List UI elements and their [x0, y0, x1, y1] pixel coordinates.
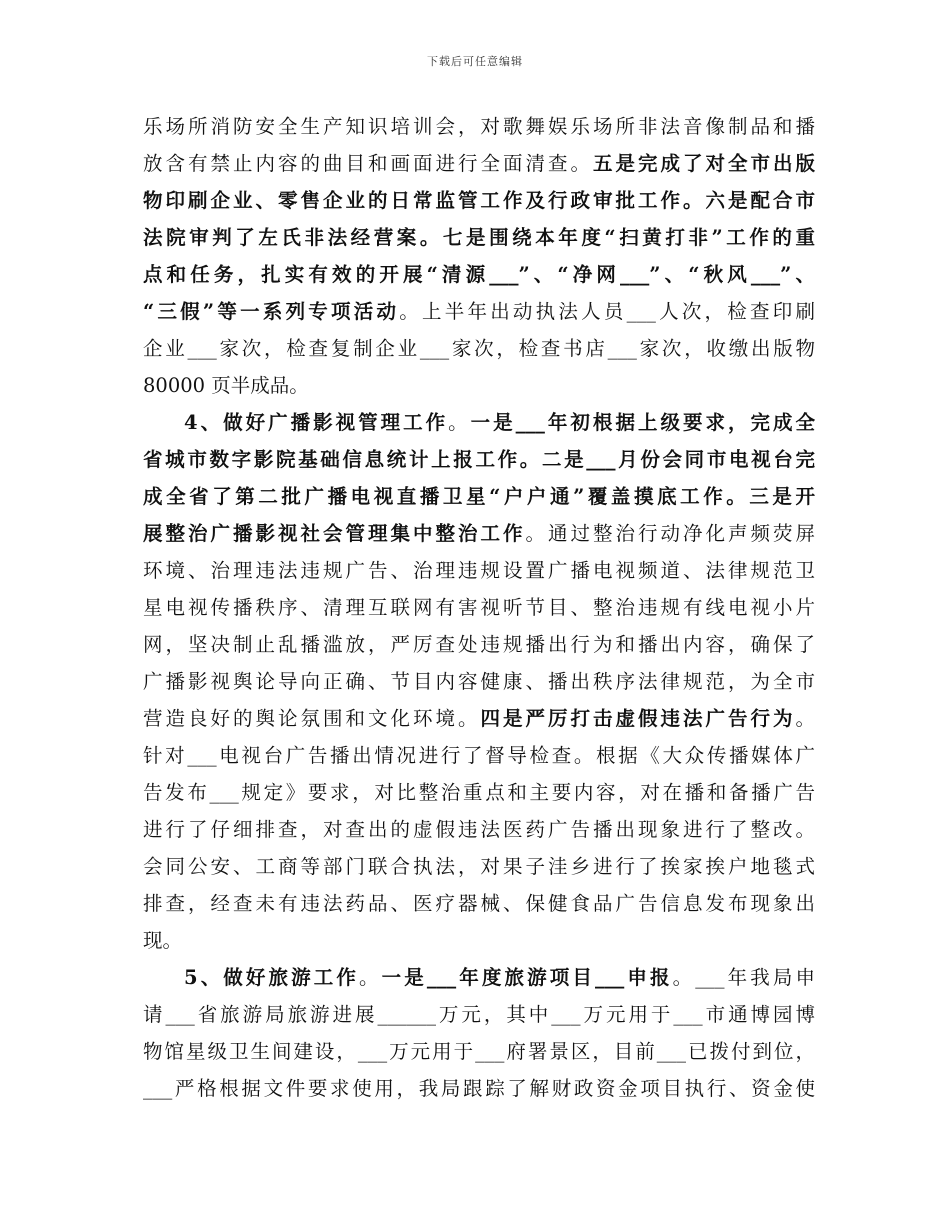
bold-text-segment: 成全省了第二批广播电视直播卫星“户户通”覆盖摸底工作。三是开 [143, 485, 815, 508]
text-line [143, 811, 815, 848]
text-segment: 请___省旅游局旅游进展______万元，其中___万元用于___市通博园博 [143, 1003, 815, 1026]
text-line [143, 293, 815, 330]
text-line [143, 996, 815, 1033]
bold-text-segment: “三假”等一系列专项活动 [143, 300, 400, 323]
text-segment: 现。 [143, 929, 183, 952]
text-segment: 环境、治理违法违规广告、治理违规设置广播电视频道、法律规范卫 [143, 559, 815, 582]
text-segment: 星电视传播秩序、清理互联网有害视听节目、整治违规有线电视小片 [143, 596, 815, 619]
text-line [143, 922, 815, 959]
text-segment: 针对___电视台广告播出情况进行了督导检查。根据《大众传播媒体广 [143, 744, 815, 767]
text-line [143, 404, 815, 441]
bold-text-segment: 4、做好广播影视管理工作 [184, 411, 449, 434]
text-line [143, 219, 815, 256]
page-header: 下载后可任意编辑 [427, 55, 523, 68]
text-line [143, 848, 815, 885]
text-line [143, 959, 815, 996]
document-body [143, 108, 815, 1107]
text-line [143, 256, 815, 293]
text-line [143, 108, 815, 145]
text-line [143, 737, 815, 774]
text-segment: 会同公安、工商等部门联合执法，对果子洼乡进行了挨家挨户地毯式 [143, 855, 815, 878]
bold-text-segment: 五是完成了对全市出版 [592, 152, 815, 175]
text-line [143, 774, 815, 811]
text-line [143, 182, 815, 219]
text-segment: 进行了仔细排查，对查出的虚假违法医药广告播出现象进行了整改。 [143, 818, 815, 841]
text-segment: 80000 页半成品。 [143, 374, 309, 397]
text-segment: 放含有禁止内容的曲目和画面进行全面清查。 [143, 152, 593, 175]
text-line [143, 552, 815, 589]
text-line [143, 478, 815, 515]
text-line [143, 700, 815, 737]
text-line [143, 441, 815, 478]
text-segment: 告发布___规定》要求，对比整治重点和主要内容，对在播和备播广告 [143, 781, 815, 804]
text-segment: 物馆星级卫生间建设，___万元用于___府署景区，目前___已拨付到位， [143, 1040, 815, 1063]
bold-text-segment: 法院审判了左氏非法经营案。七是围绕本年度“扫黄打非”工作的重 [143, 226, 815, 249]
text-segment: 广播影视舆论导向正确、节目内容健康、播出秩序法律规范，为全市 [143, 670, 815, 693]
text-line [143, 885, 815, 922]
text-line [143, 367, 815, 404]
text-segment: 。___年我局申 [672, 966, 815, 989]
text-line [143, 145, 815, 182]
text-segment: 。通过整治行动净化声频荧屏 [525, 522, 815, 545]
text-segment: 营造良好的舆论氛围和文化环境。 [143, 707, 481, 730]
bold-text-segment: 点和任务，扎实有效的开展“清源___”、“净网___”、“秋风___”、 [143, 263, 815, 286]
text-line [143, 515, 815, 552]
bold-text-segment: 5、做好旅游工作 [184, 966, 360, 989]
bold-text-segment: 物印刷企业、零售企业的日常监管工作及行政审批工作。六是配合市 [143, 189, 815, 212]
text-segment: 。 [448, 411, 471, 434]
text-line [143, 1070, 815, 1107]
text-line [143, 626, 815, 663]
text-line [143, 663, 815, 700]
text-segment: 。上半年出动执法人员___人次，检查印刷 [399, 300, 815, 323]
bold-text-segment: 一是___年度旅游项目___申报 [381, 966, 673, 989]
text-segment: 。 [359, 966, 382, 989]
bold-text-segment: 四是严厉打击虚假违法广告行为 [480, 707, 796, 730]
bold-text-segment: 一是___年初根据上级要求，完成全 [470, 411, 815, 434]
text-line [143, 1033, 815, 1070]
bold-text-segment: 省城市数字影院基础信息统计上报工作。二是___月份会同市电视台完 [143, 448, 815, 471]
text-line [143, 589, 815, 626]
text-segment: 排查，经查未有违法药品、医疗器械、保健食品广告信息发布现象出 [143, 892, 815, 915]
text-segment: 网，坚决制止乱播滥放，严厉查处违规播出行为和播出内容，确保了 [143, 633, 815, 656]
text-segment: 企业___家次，检查复制企业___家次，检查书店___家次，收缴出版物 [143, 337, 815, 360]
text-line [143, 330, 815, 367]
text-segment: 乐场所消防安全生产知识培训会，对歌舞娱乐场所非法音像制品和播 [143, 115, 815, 138]
bold-text-segment: 展整治广播影视社会管理集中整治工作 [143, 522, 526, 545]
text-segment: 。 [795, 707, 815, 730]
text-segment: ___严格根据文件要求使用，我局跟踪了解财政资金项目执行、资金使 [143, 1077, 815, 1100]
